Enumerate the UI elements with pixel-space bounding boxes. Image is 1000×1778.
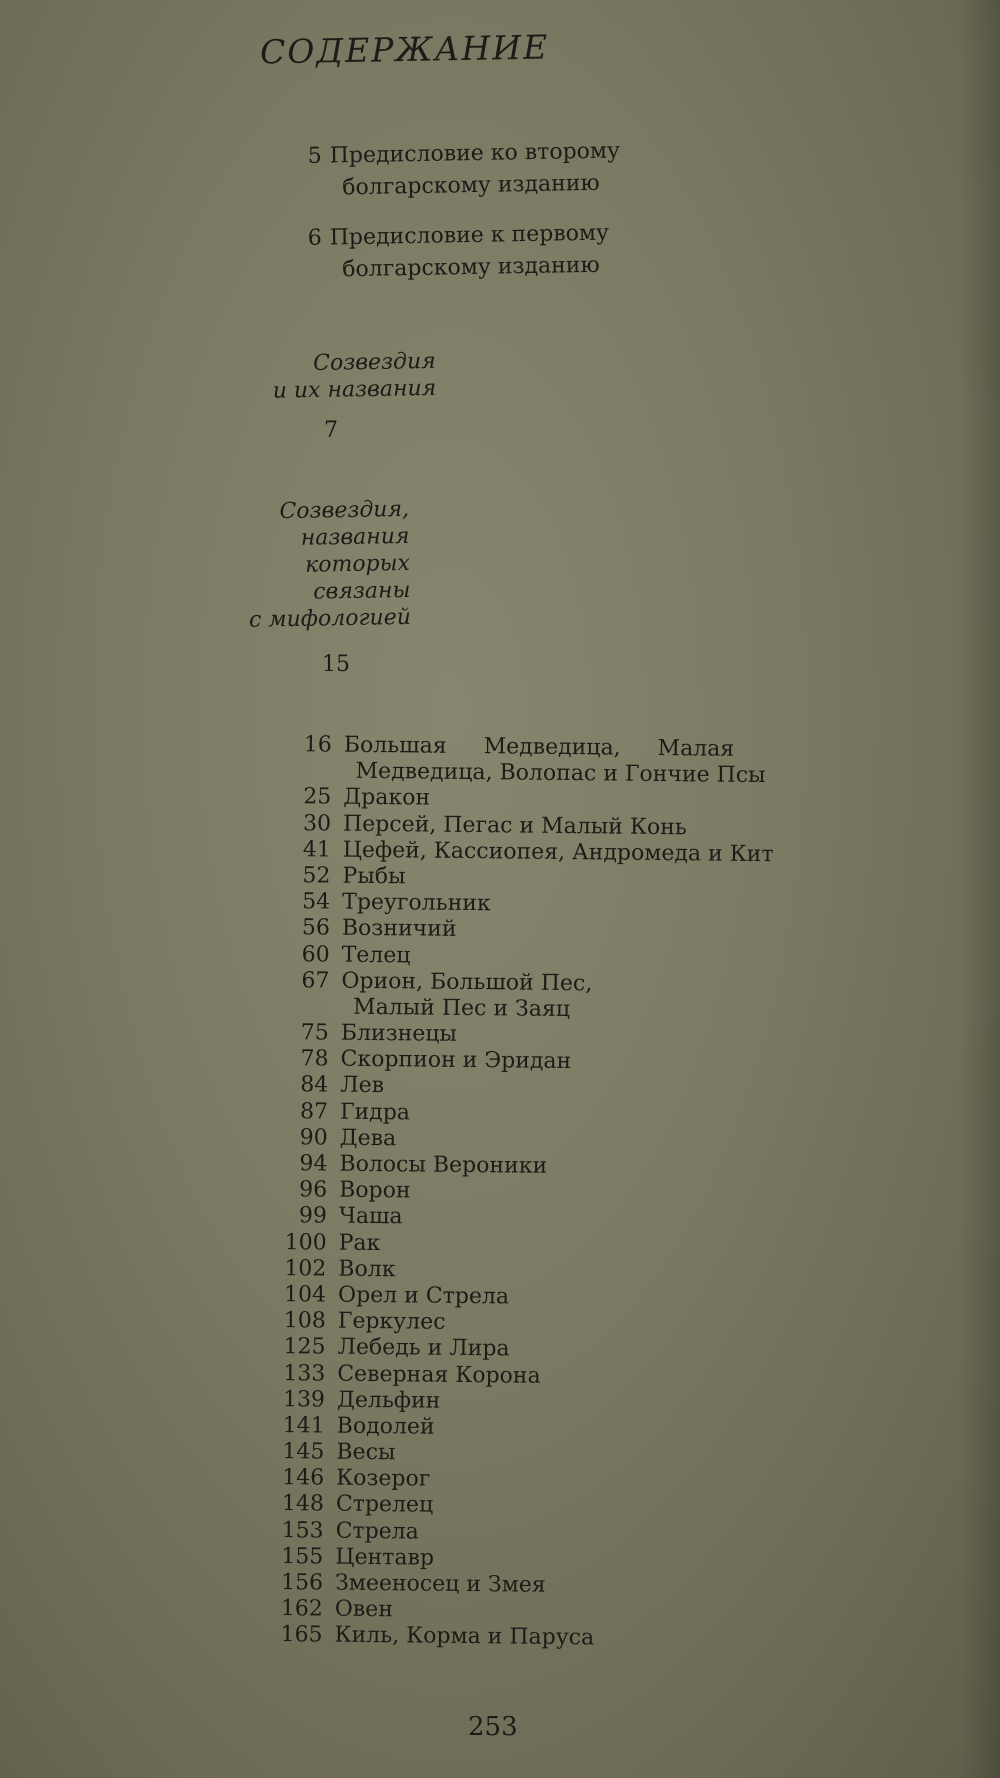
toc-page-number: 41 [302, 836, 331, 863]
toc-entry-title: Киль, Корма и Паруса [334, 1622, 595, 1651]
toc-entry-title: Ворон [339, 1177, 411, 1204]
toc-entry-title: Рыбы [342, 863, 406, 890]
preface-title-line: Предисловие ко второму [329, 138, 621, 169]
toc-page-number: 148 [281, 1491, 325, 1517]
toc-entry-title: Дракон [343, 785, 431, 811]
preface-entry [307, 218, 610, 287]
toc-entry-title: Чаша [338, 1204, 403, 1230]
toc-page-number: 25 [303, 784, 332, 810]
section-page-number: 15 [322, 652, 350, 677]
toc-page-number: 125 [283, 1334, 326, 1360]
toc-page-number: 16 [303, 732, 332, 758]
toc-entry-title: Телец [341, 942, 411, 968]
section-title-line: которых [304, 550, 411, 578]
section-title-line: связаны [313, 577, 411, 605]
toc-entry-title: Козерог [336, 1465, 431, 1492]
toc-page-number: 156 [280, 1570, 324, 1596]
toc-page-number: 30 [302, 810, 332, 837]
toc-page-number: 90 [299, 1125, 328, 1151]
toc-page-number: 102 [284, 1255, 327, 1282]
toc-page-number: 94 [299, 1151, 328, 1177]
toc-entry-title: Геркулес [337, 1308, 446, 1335]
toc-page-number: 139 [282, 1386, 326, 1413]
toc-entry-title: Весы [336, 1439, 396, 1466]
toc-entry-title: Волк [338, 1256, 396, 1282]
preface-title-line: болгарскому изданию [342, 170, 600, 201]
toc-entry-title: Овен [334, 1596, 394, 1623]
toc-page-number: 155 [281, 1543, 324, 1570]
toc-entry-title: Волосы Вероники [339, 1151, 548, 1179]
toc-entry-title: Медведица, Волопас и Гончие Псы [355, 758, 766, 789]
toc-page-number [280, 758, 332, 759]
preface-title-line: Предисловие к первому [329, 220, 610, 251]
toc-entry-title: Северная Корона [337, 1361, 541, 1389]
toc-entry-title: Близнецы [340, 1020, 458, 1047]
section-title [196, 348, 437, 406]
preface-page-number: 5 [307, 143, 322, 169]
toc-page-number: 67 [301, 967, 330, 994]
toc-entry-title: Скорпион и Эридан [340, 1046, 572, 1075]
section-title [169, 496, 411, 635]
section-title-line: и их названия [272, 375, 437, 404]
toc-entry-title: Треугольник [342, 889, 491, 917]
toc-page-number: 145 [282, 1439, 325, 1465]
toc-entry-title: Орел и Стрела [337, 1282, 510, 1310]
toc-page-number: 146 [282, 1465, 325, 1491]
preface-page-number: 6 [307, 225, 322, 251]
toc-entry-title: Лебедь и Лира [337, 1334, 510, 1362]
page-edge-shadow [960, 0, 1000, 1778]
section-title-line: Созвездия, [279, 496, 410, 525]
toc-page-number: 75 [300, 1020, 329, 1046]
section-page-number: 7 [324, 418, 338, 443]
toc-entry-title: Дева [339, 1125, 397, 1152]
toc-entry-title: Стрела [335, 1518, 419, 1545]
section-title-line: Созвездия [312, 348, 436, 377]
toc-page-number: 56 [301, 915, 331, 941]
toc-page-number: 84 [300, 1072, 329, 1098]
toc-page-number: 96 [299, 1177, 328, 1203]
toc-entry-title: Змееносец и Змея [334, 1570, 546, 1598]
toc-page-number: 78 [300, 1046, 329, 1072]
toc-page-number: 165 [280, 1622, 323, 1648]
toc-entry-title: Дельфин [336, 1387, 441, 1414]
toc-page-number: 54 [302, 889, 331, 915]
toc-page-number: 141 [282, 1412, 325, 1439]
toc-entry-title: Большая Медведица, Малая [343, 732, 735, 762]
toc-entry-title: Гидра [339, 1099, 411, 1126]
toc-page-number: 99 [298, 1203, 328, 1229]
toc-entry-title: Персей, Пегас и Малый Конь [342, 811, 687, 840]
toc-page-number: 133 [283, 1360, 326, 1387]
toc-entry-title: Цефей, Кассиопея, Андромеда и Кит [342, 837, 774, 867]
toc-page-number: 153 [281, 1517, 324, 1544]
toc-page-number: 162 [280, 1596, 323, 1622]
folio-page-number: 253 [468, 1712, 518, 1742]
toc-page-number: 87 [299, 1098, 329, 1125]
section-title-line: названия [300, 523, 410, 551]
toc-entry-title: Рак [338, 1230, 381, 1256]
preface-entry [307, 135, 621, 204]
contents-list [270, 732, 960, 1656]
toc-entry-title: Возничий [341, 915, 457, 943]
toc-entry-title: Лев [340, 1073, 385, 1099]
toc-entry-title: Центавр [335, 1544, 435, 1571]
section-title-line: с мифологией [248, 604, 412, 633]
preface-title-line: болгарскому изданию [342, 252, 600, 283]
toc-page-number: 52 [302, 863, 331, 889]
toc-page-number: 108 [283, 1308, 326, 1334]
toc-entry-title: Орион, Большой Пес, [341, 968, 593, 996]
toc-page-number: 104 [283, 1282, 327, 1308]
toc-entry-title: Малый Пес и Заяц [352, 994, 571, 1022]
toc-page-number [277, 994, 329, 995]
toc-page-number: 60 [301, 941, 330, 968]
toc-page-number: 100 [284, 1229, 327, 1256]
contents-heading: СОДЕРЖАНИЕ [259, 27, 550, 72]
toc-entry-title: Водолей [336, 1413, 435, 1440]
toc-entry-title: Стрелец [335, 1492, 434, 1519]
